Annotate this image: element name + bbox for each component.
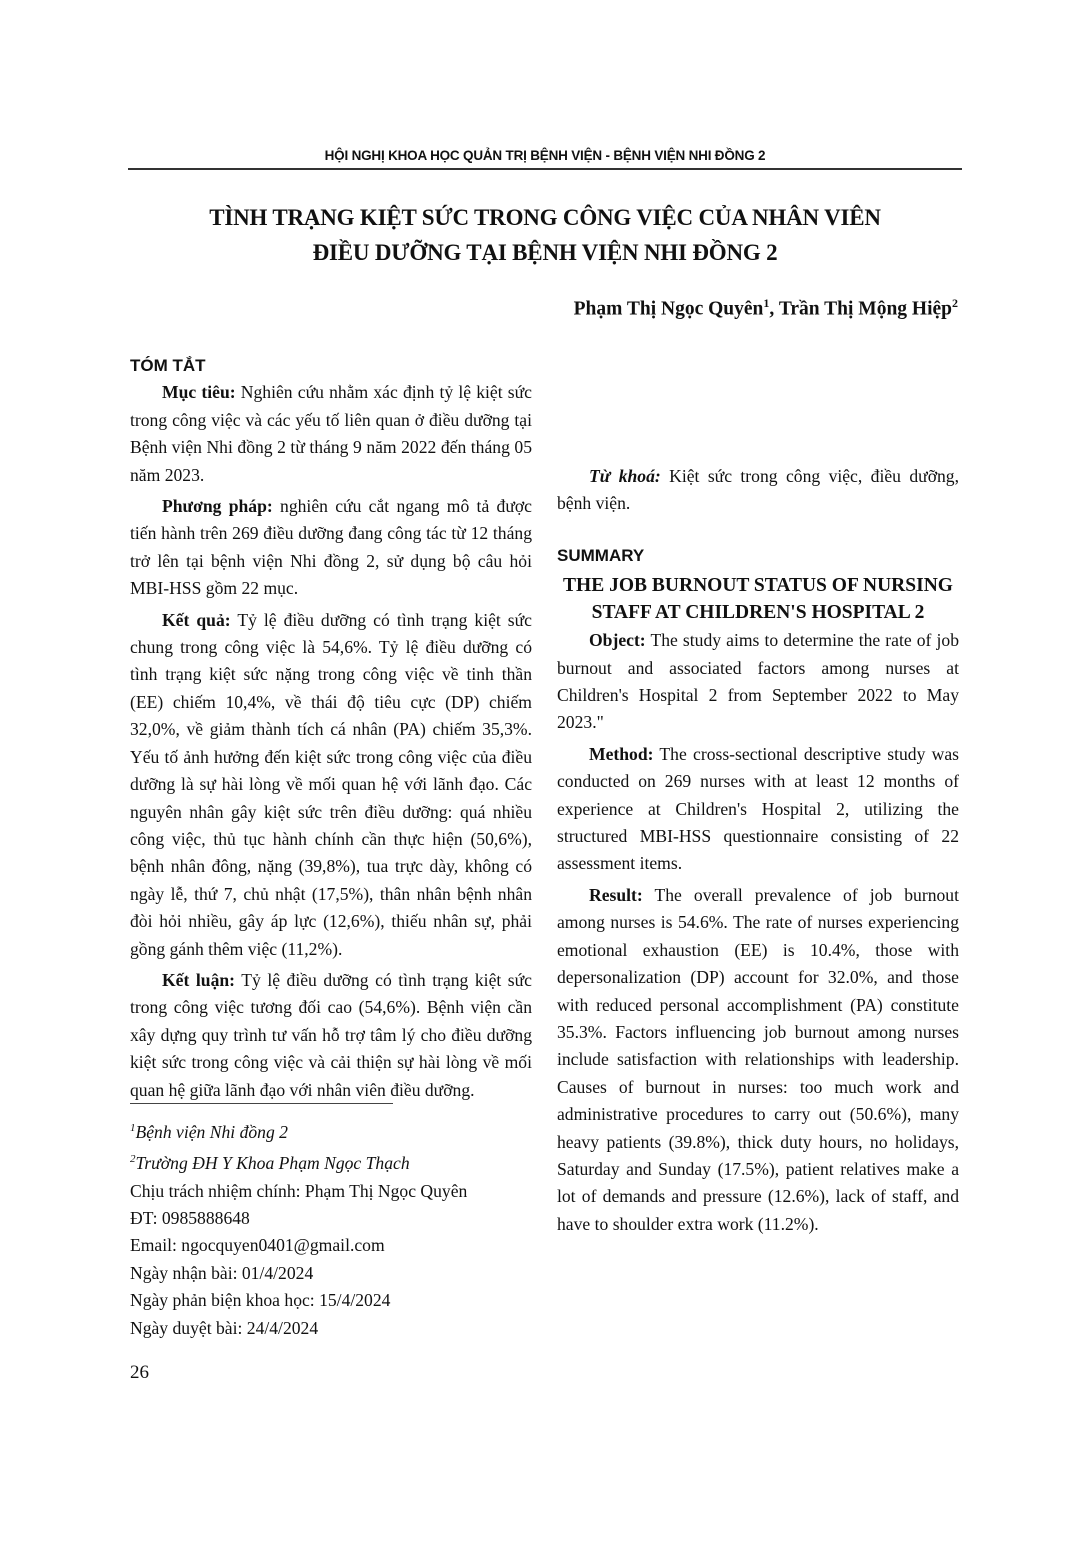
method-label-en: Method: <box>589 743 654 764</box>
method-text: nghiên cứu cắt ngang mô tả được tiến hành trên 269 điều dưỡng đang công tác từ 12 tháng trở lên tại bệnh viện Nhi đồng 2, sử dụng bộ câu hỏi MBI-HSS gồm 22 mục. <box>130 496 532 599</box>
object-text: The study aims to determine the rate of job burnout and associated factors among nurses at Children's Hospital 2 from September 2022 to May 2023." <box>557 630 959 733</box>
title-line-2: ĐIỀU DƯỠNG TẠI BỆNH VIỆN NHI ĐỒNG 2 <box>312 240 778 265</box>
author-1: Phạm Thị Ngọc Quyên <box>573 298 764 320</box>
object-label: Object: <box>589 630 646 651</box>
conclusion-text: Tỷ lệ điều dưỡng có tình trạng kiệt sức trong công việc tương đối cao (54,6%). Bệnh viện cần xây dựng quy trình tư vấn hỗ trợ tâm lý cho điều dưỡng kiệt sức trong công việc và cải thiện sự hài lòng về mối quan hệ giữa lãnh đạo với nhân viên điều dưỡng. <box>130 969 532 1100</box>
footnote-1-mark: 1 <box>130 1122 136 1134</box>
title-line-1: TÌNH TRẠNG KIỆT SỨC TRONG CÔNG VIỆC CỦA NHÂN VIÊN <box>209 205 881 230</box>
result-text-en: The overall prevalence of job burnout among nurses is 54.6%. The rate of nurses experiencing emotional exhaustion (EE) is 10.4%, those with depersonalization (DP) account for 32.0%, and those with reduced personal accomplishment (PA) constitute 35.3%. Factors influencing job burnout among nurses include satisfaction with relationships with leadership. Causes of burnout in nurses: too much work and administrative procedures to carry out (50.6%), many heavy patients (39.8%), thick duty hours, no holidays, Saturday and Sunday (17.5%), patient relatives make a lot of demands and pressure (12.6%), lack of staff, and have to shoulder extra work (11.2%). <box>557 884 959 1234</box>
summary-result <box>557 882 959 1238</box>
article-title <box>130 200 960 270</box>
objective-label: Mục tiêu: <box>162 382 236 403</box>
footnote-2-mark: 2 <box>130 1153 136 1166</box>
keywords-text: Kiệt sức trong công việc, điều dưỡng, bệnh viện. <box>557 466 959 514</box>
date-received: Ngày nhận bài: 01/4/2024 <box>130 1262 314 1283</box>
abstract-method <box>130 493 532 603</box>
abstract-heading: TÓM TẮT <box>130 356 206 375</box>
conclusion-label: Kết luận: <box>162 969 236 990</box>
abstract-result <box>130 607 532 963</box>
author-list <box>574 296 958 321</box>
footnotes <box>130 1115 467 1342</box>
summary-objective <box>557 627 959 737</box>
header-rule <box>128 168 962 170</box>
method-text-en: The cross-sectional descriptive study was conducted on 269 nurses with at least 12 months of experience at Children's Hospital 2, utilizing the structured MBI-HSS questionnaire consisting of 22 assessment items. <box>557 743 959 874</box>
footnote-2-text: Trường ĐH Y Khoa Phạm Ngọc Thạch <box>135 1153 410 1174</box>
running-header: HỘI NGHỊ KHOA HỌC QUẢN TRỊ BỆNH VIỆN - BỆNH VIỆN NHI ĐỒNG 2 <box>324 148 766 163</box>
summary-method <box>557 741 959 878</box>
objective-text: Nghiên cứu nhằm xác định tỷ lệ kiệt sức trong công việc và các yếu tố liên quan ở điều dưỡng tại Bệnh viện Nhi đồng 2 từ tháng 9 năm 2022 đến tháng 05 năm 2023. <box>130 382 532 485</box>
footnote-2 <box>130 1146 467 1177</box>
footnote-1-text: Bệnh viện Nhi đồng 2 <box>135 1121 288 1142</box>
footnote-1 <box>130 1115 467 1146</box>
method-label: Phương pháp: <box>162 496 273 517</box>
phone: ĐT: 0985888648 <box>130 1207 250 1228</box>
footnote-rule <box>130 1103 393 1104</box>
author-2-affiliation: 2 <box>952 296 958 310</box>
date-accepted: Ngày duyệt bài: 24/4/2024 <box>130 1317 319 1338</box>
date-reviewed: Ngày phản biện khoa học: 15/4/2024 <box>130 1290 391 1311</box>
abstract-keywords <box>557 463 959 518</box>
email: Email: ngocquyen0401@gmail.com <box>130 1235 385 1256</box>
abstract-objective <box>130 379 532 489</box>
result-label-en: Result: <box>589 884 643 905</box>
left-column <box>130 352 532 1104</box>
keywords-label: Từ khoá: <box>589 466 661 486</box>
author-separator: , <box>769 298 779 320</box>
author-2: Trần Thị Mộng Hiệp <box>778 298 952 320</box>
author-1-affiliation: 1 <box>763 296 770 310</box>
responsible-author: Chịu trách nhiệm chính: Phạm Thị Ngọc Quyên <box>130 1180 468 1201</box>
result-label: Kết quả: <box>162 609 231 630</box>
page-number: 26 <box>130 1362 149 1383</box>
english-title: THE JOB BURNOUT STATUS OF NURSING STAFF AT CHILDREN'S HOSPITAL 2 <box>563 575 953 624</box>
result-text: Tỷ lệ điều dưỡng có tình trạng kiệt sức chung trong công việc là 54,6%. Tỷ lệ điều dưỡng có tình trạng kiệt sức nặng trong công việc về tinh thần (EE) chiếm 10,4%, về thái độ tiêu cực (DP) chiếm 32,0%, về giảm thành tích cá nhân (PA) chiếm 35,3%. Yếu tố ảnh hưởng đến kiệt sức trong công việc của điều dưỡng là sự hài lòng về mối quan hệ với lãnh đạo. Các nguyên nhân gây kiệt sức trên điều dưỡng: quá nhiều công việc, thủ tục hành chính cần thực hiện (50,6%), bệnh nhân đông, nặng (39,8%), tua trực dày, không có ngày lễ, thứ 7, chủ nhật (17,5%), thân nhân bệnh nhân đòi hỏi nhiều, gây áp lực (12,6%), thiếu nhân sự, phải gồng gánh thêm việc (11,2%). <box>130 609 532 959</box>
summary-heading: SUMMARY <box>557 545 645 565</box>
right-column <box>557 353 959 1238</box>
abstract-conclusion <box>130 967 532 1104</box>
